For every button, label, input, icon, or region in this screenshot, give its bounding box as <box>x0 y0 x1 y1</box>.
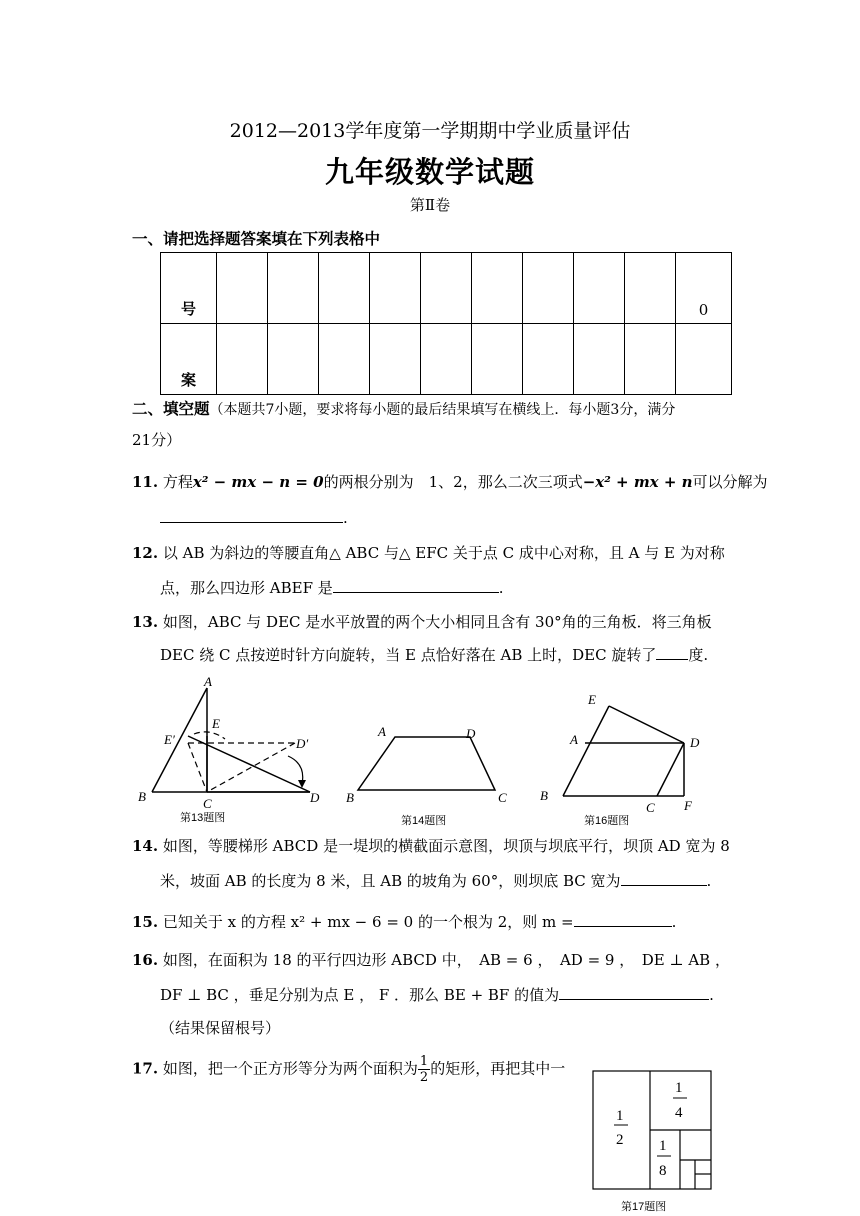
figure-17 <box>590 1068 716 1196</box>
q11-text-b: 的两根分别为 1、2，那么二次三项式 <box>323 473 583 491</box>
label-C: C <box>498 790 507 805</box>
figure-13 <box>130 676 340 826</box>
q12-end: . <box>498 579 504 597</box>
q12-line2-wrap <box>160 578 504 598</box>
table-cell-label: 案 <box>161 324 217 395</box>
table-cell: 0 <box>676 253 732 324</box>
section2-note-cont: 21分） <box>132 431 182 449</box>
answer-cell[interactable] <box>676 324 732 395</box>
q13-end: 度. <box>688 646 709 664</box>
q15-end: . <box>671 913 677 931</box>
section2-note: （本题共7小题，要求将每小题的最后结果填写在横线上．每小题3分，满分 <box>209 402 676 418</box>
fraction-half: $\frac{1}{2}$ <box>419 1054 429 1085</box>
label-D: D <box>690 735 700 750</box>
q11-text-c: 可以分解为 <box>692 473 768 491</box>
answer-cell[interactable] <box>370 324 421 395</box>
label-E: E <box>212 716 220 731</box>
label-A: A <box>204 676 212 689</box>
question-17 <box>132 1054 565 1085</box>
table-row <box>161 253 732 324</box>
q17-text-a: 如图，把一个正方形等分为两个面积为 <box>162 1059 418 1078</box>
q15-text: 已知关于 x 的方程 x² + mx − 6 = 0 的一个根为 2，则 m = <box>162 913 574 931</box>
label-D: D <box>310 790 320 805</box>
answer-cell[interactable] <box>574 324 625 395</box>
question-number: 12. <box>132 544 159 562</box>
q11-end: . <box>343 509 348 527</box>
q12-line2: 点，那么四边形 ABEF 是 <box>160 579 333 597</box>
question-number: 16. <box>132 951 159 969</box>
label-F: F <box>684 798 692 813</box>
label-D: D <box>466 726 476 741</box>
table-cell[interactable] <box>472 253 523 324</box>
label-C: C <box>203 796 212 811</box>
label-B: B <box>346 790 354 805</box>
figure-17-caption: 第17题图 <box>621 1201 667 1213</box>
section1-heading: 一、请把选择题答案填在下列表格中 <box>132 229 381 248</box>
label-E-prime: E′ <box>164 732 175 747</box>
section2-heading: 二、填空题 <box>132 399 210 418</box>
question-number: 13. <box>132 613 159 631</box>
table-row <box>161 324 732 395</box>
section2-intro <box>132 399 675 420</box>
q11-text-a: 方程 <box>162 473 193 491</box>
answer-cell[interactable] <box>472 324 523 395</box>
table-cell[interactable] <box>319 253 370 324</box>
question-11 <box>132 472 768 492</box>
figure-14 <box>340 718 520 818</box>
q16-line2: DF ⊥ BC ，垂足分别为点 E ， F ．那么 BE + BF 的值为 <box>160 986 560 1004</box>
answer-cell[interactable] <box>523 324 574 395</box>
volume-label: 第Ⅱ卷 <box>409 196 451 214</box>
q13-line2: DEC 绕 C 点按逆时针方向旋转，当 E 点恰好落在 AB 上时，DEC 旋转了 <box>160 646 657 664</box>
q14-line2: 米，坡面 AB 的长度为 8 米，且 AB 的坡角为 60°，则坝底 BC 宽为 <box>160 872 621 890</box>
question-16 <box>132 950 730 970</box>
exam-title-line1: 2012—2013学年度第一学期期中学业质量评估 <box>229 120 631 142</box>
label-A: A <box>570 732 578 747</box>
question-14 <box>132 836 730 856</box>
frac-half-num: 1 <box>616 1108 624 1124</box>
frac-quarter-num: 1 <box>675 1080 683 1096</box>
question-number: 17. <box>132 1059 159 1078</box>
question-number: 14. <box>132 837 159 855</box>
q11-expression: −x² + mx + n <box>582 473 693 491</box>
question-number: 15. <box>132 913 159 931</box>
figure-16-caption: 第16题图 <box>584 815 630 827</box>
answer-blank[interactable] <box>574 912 672 927</box>
figure-14-caption: 第14题图 <box>401 815 447 827</box>
answer-blank[interactable] <box>559 985 709 1000</box>
answer-blank[interactable] <box>160 508 343 523</box>
question-12 <box>132 543 725 563</box>
figure-16 <box>536 686 716 818</box>
q11-answer-line <box>160 508 348 528</box>
table-cell[interactable] <box>523 253 574 324</box>
answer-cell[interactable] <box>319 324 370 395</box>
answer-cell[interactable] <box>625 324 676 395</box>
label-B: B <box>540 788 548 803</box>
q16-line1: 如图，在面积为 18 的平行四边形 ABCD 中， AB = 6 ， AD = 9 ， DE ⊥ AB ， <box>162 951 730 969</box>
table-cell[interactable] <box>574 253 625 324</box>
answer-cell[interactable] <box>421 324 472 395</box>
table-cell[interactable] <box>217 253 268 324</box>
table-cell[interactable] <box>268 253 319 324</box>
table-cell-label: 号 <box>161 253 217 324</box>
frac-quarter-den: 4 <box>675 1105 683 1121</box>
question-13 <box>132 612 712 632</box>
answer-blank[interactable] <box>333 578 499 593</box>
answer-cell[interactable] <box>268 324 319 395</box>
q11-equation: x² − mx − n = 0 <box>192 473 324 491</box>
q13-line2-wrap <box>160 645 708 665</box>
frac-half-den: 2 <box>616 1132 624 1148</box>
q17-text-b: 的矩形，再把其中一 <box>430 1059 566 1078</box>
label-A: A <box>378 724 386 739</box>
q12-line1: 以 AB 为斜边的等腰直角△ ABC 与△ EFC 关于点 C 成中心对称，且 A 与 E 为对称 <box>162 544 725 562</box>
q14-line1: 如图，等腰梯形 ABCD 是一堤坝的横截面示意图，坝顶与坝底平行，坝顶 AD 宽为 8 <box>162 837 730 855</box>
q13-line1: 如图，ABC 与 DEC 是水平放置的两个大小相同且含有 30°角的三角板．将三角板 <box>162 613 712 631</box>
frac-eighth-den: 8 <box>659 1163 667 1179</box>
question-number: 11. <box>132 473 159 491</box>
answer-blank[interactable] <box>621 871 707 886</box>
figure-13-caption: 第13题图 <box>180 812 226 824</box>
label-D-prime: D′ <box>296 736 309 751</box>
q16-line2-wrap <box>160 985 714 1005</box>
exam-title: 九年级数学试题 <box>324 155 535 189</box>
answer-cell[interactable] <box>217 324 268 395</box>
q14-line2-wrap <box>160 871 711 891</box>
table-cell[interactable] <box>421 253 472 324</box>
frac-eighth-num: 1 <box>659 1138 667 1154</box>
answer-blank[interactable] <box>656 645 688 660</box>
question-15 <box>132 912 676 932</box>
label-B: B <box>138 789 146 804</box>
label-C: C <box>646 800 655 815</box>
answer-table <box>160 252 732 395</box>
q14-end: . <box>706 872 712 890</box>
label-E: E <box>588 692 596 707</box>
q16-end: . <box>709 986 714 1004</box>
table-cell[interactable] <box>625 253 676 324</box>
table-cell[interactable] <box>370 253 421 324</box>
q16-note: （结果保留根号） <box>160 1019 281 1037</box>
